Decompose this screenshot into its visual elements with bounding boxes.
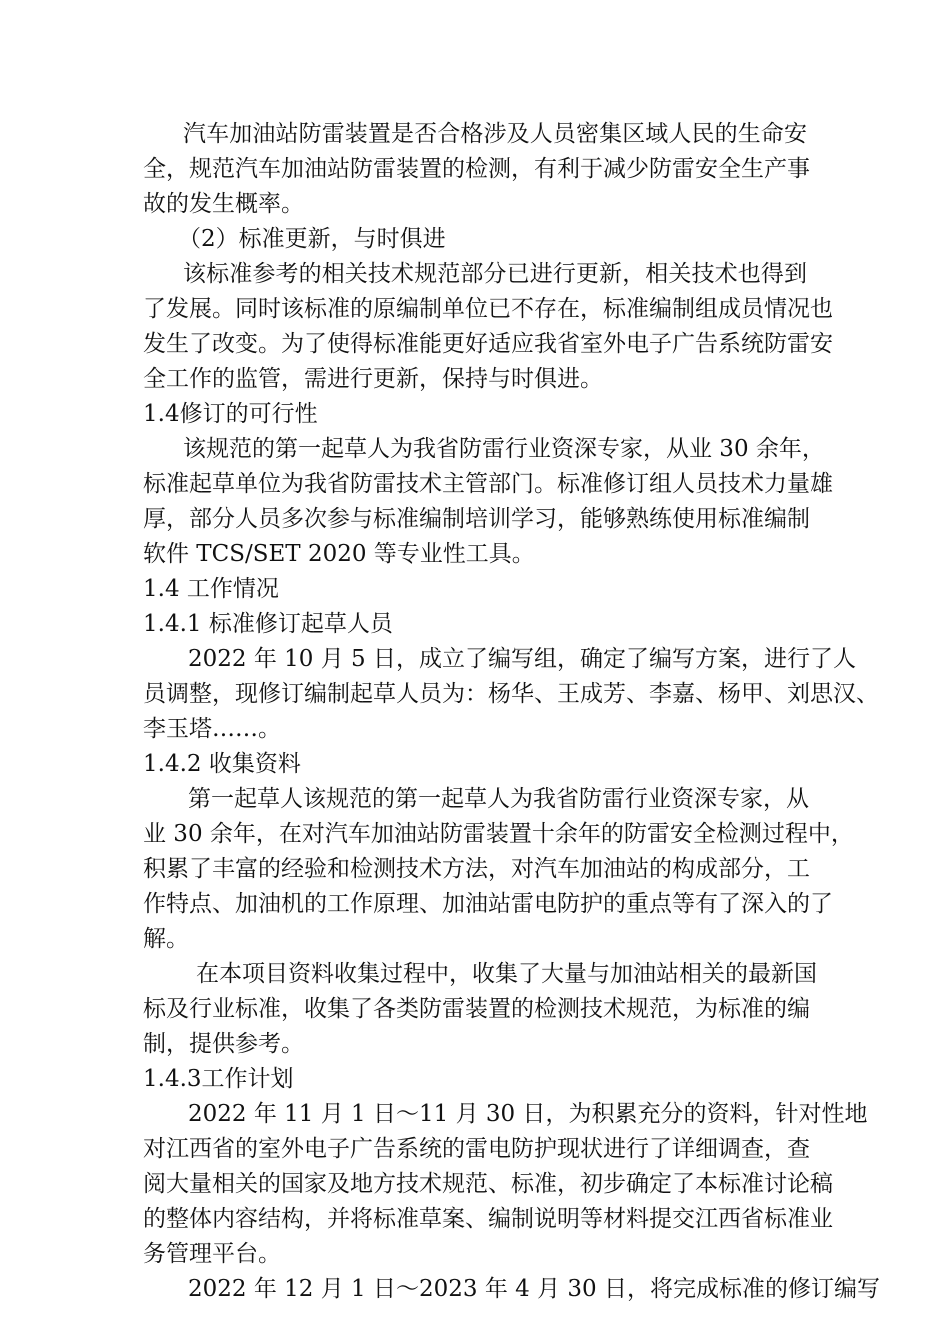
paragraph-line: 2022 年 10 月 5 日，成立了编写组，确定了编写方案，进行了人: [188, 646, 856, 672]
section-heading: 1.4修订的可行性: [143, 401, 318, 427]
paragraph-line: 对江西省的室外电子广告系统的雷电防护现状进行了详细调查，查: [143, 1136, 810, 1162]
paragraph-line: 汽车加油站防雷装置是否合格涉及人员密集区域人民的生命安: [183, 121, 807, 147]
paragraph-line: 全工作的监管，需进行更新，保持与时俱进。: [143, 366, 603, 392]
subsection-heading: 1.4.2 收集资料: [143, 751, 301, 777]
subsection-heading: 1.4.3工作计划: [143, 1066, 294, 1092]
paragraph-line: 2022 年 11 月 1 日～11 月 30 日，为积累充分的资料，针对性地: [188, 1101, 868, 1127]
paragraph-line: 积累了丰富的经验和检测技术方法，对汽车加油站的构成部分，工: [143, 856, 810, 882]
paragraph-line: 业 30 余年，在对汽车加油站防雷装置十余年的防雷安全检测过程中，: [143, 821, 854, 847]
paragraph-line: 标及行业标准，收集了各类防雷装置的检测技术规范，为标准的编: [143, 996, 810, 1022]
paragraph-line: 阅大量相关的国家及地方技术规范、标准，初步确定了本标准讨论稿: [143, 1171, 833, 1197]
paragraph-line: 故的发生概率。: [143, 191, 304, 217]
paragraph-line: 标准起草单位为我省防雷技术主管部门。标准修订组人员技术力量雄: [143, 471, 833, 497]
list-heading: （2）标准更新，与时俱进: [178, 226, 446, 252]
paragraph-line: 的整体内容结构，并将标准草案、编制说明等材料提交江西省标准业: [143, 1206, 833, 1232]
paragraph-line: 厚，部分人员多次参与标准编制培训学习，能够熟练使用标准编制: [143, 506, 810, 532]
paragraph-line: 该标准参考的相关技术规范部分已进行更新，相关技术也得到: [183, 261, 807, 287]
paragraph-line: 作特点、加油机的工作原理、加油站雷电防护的重点等有了深入的了: [143, 891, 833, 917]
paragraph-line: 了发展。同时该标准的原编制单位已不存在，标准编制组成员情况也: [143, 296, 833, 322]
subsection-heading: 1.4.1 标准修订起草人员: [143, 611, 393, 637]
paragraph-line: 解。: [143, 926, 189, 952]
paragraph-line: 软件 TCS/SET 2020 等专业性工具。: [143, 541, 535, 567]
paragraph-line: 务管理平台。: [143, 1241, 281, 1267]
paragraph-line: 2022 年 12 月 1 日～2023 年 4 月 30 日，将完成标准的修订编写: [188, 1276, 880, 1302]
paragraph-line: 发生了改变。为了使得标准能更好适应我省室外电子广告系统防雷安: [143, 331, 833, 357]
paragraph-line: 李玉塔……。: [143, 716, 281, 742]
paragraph-line: 制，提供参考。: [143, 1031, 304, 1057]
paragraph-line: 在本项目资料收集过程中，收集了大量与加油站相关的最新国: [196, 961, 817, 987]
paragraph-line: 员调整，现修订编制起草人员为：杨华、王成芳、李嘉、杨甲、刘思汉、: [143, 681, 879, 707]
paragraph-line: 该规范的第一起草人为我省防雷行业资深专家，从业 30 余年，: [183, 436, 825, 462]
paragraph-line: 第一起草人该规范的第一起草人为我省防雷行业资深专家，从: [188, 786, 809, 812]
paragraph-line: 全，规范汽车加油站防雷装置的检测，有利于减少防雷安全生产事: [143, 156, 810, 182]
section-heading: 1.4 工作情况: [143, 576, 279, 602]
